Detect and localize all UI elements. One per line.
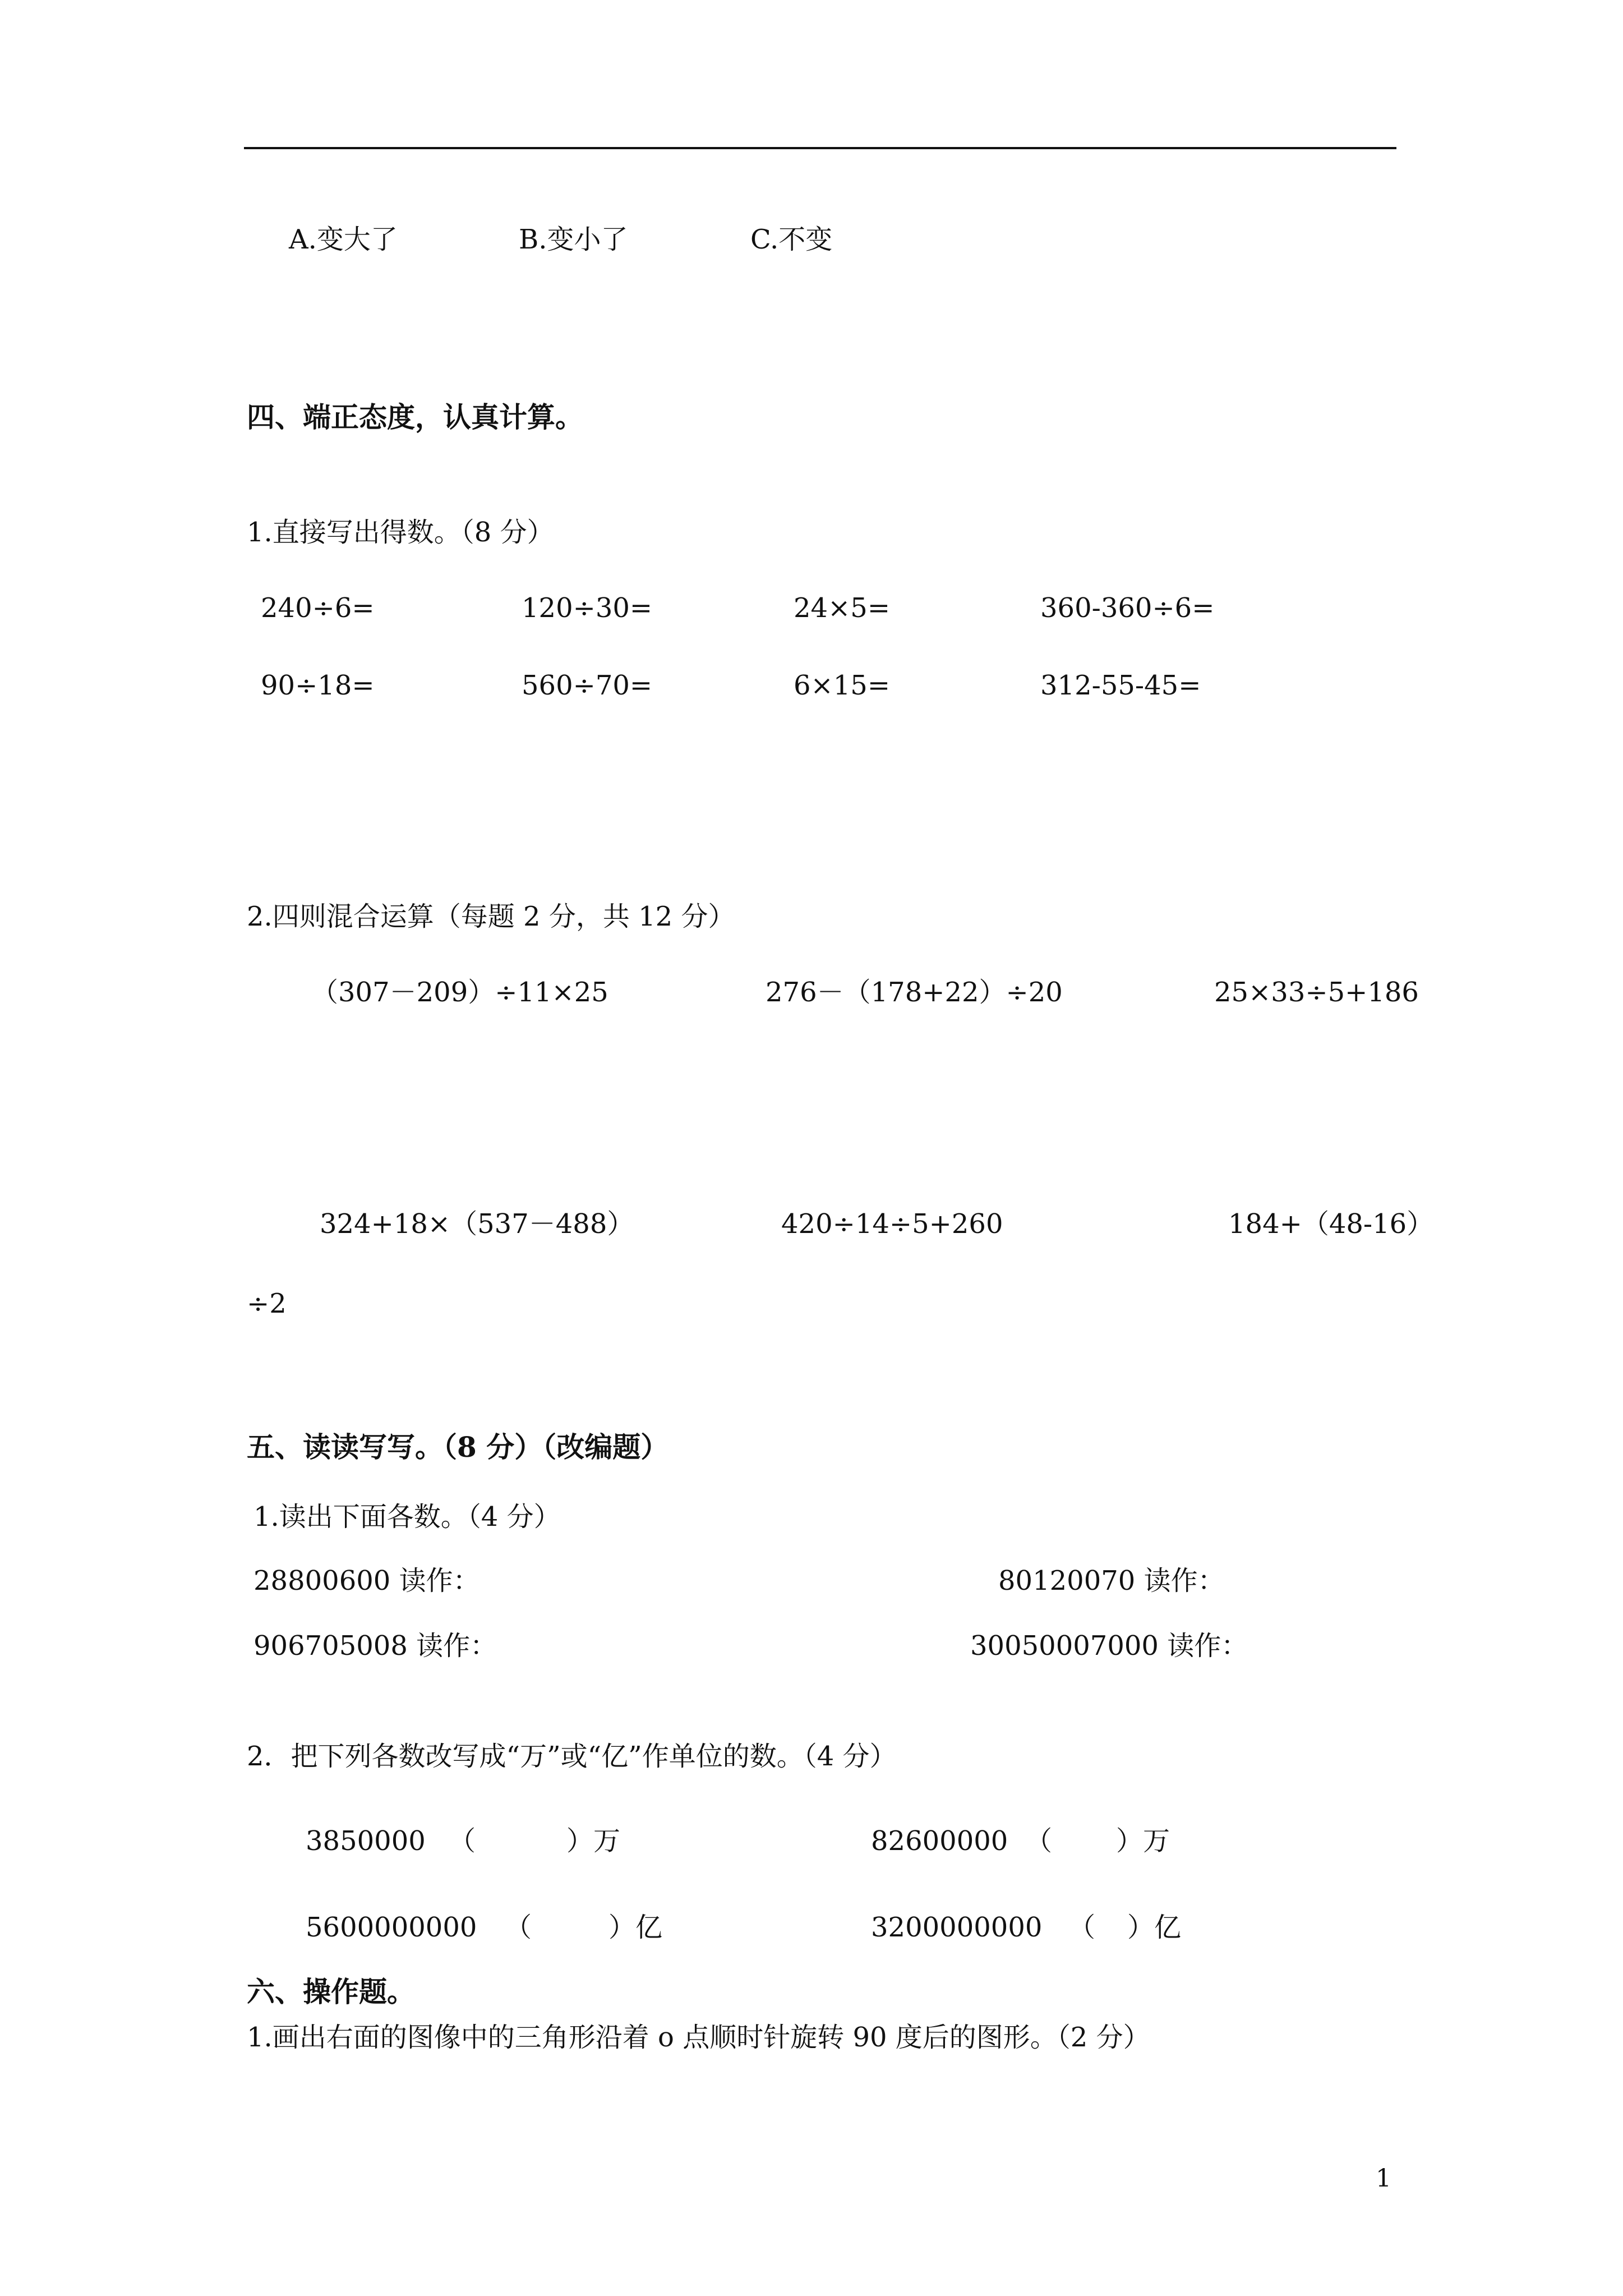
section6-q1: 1.画出右面的图像中的三角形沿着 o 点顺时针旋转 90 度后的图形。（2 分） <box>247 2022 1150 2053</box>
calc-r1-c4: 360-360÷6= <box>1040 592 1215 624</box>
choice-b: B.变小了 <box>519 224 628 255</box>
rewrite-3-open: （ <box>505 1912 532 1943</box>
mixed-r2-c3: 184+（48-16） <box>1228 1208 1434 1240</box>
rewrite-4-number: 3200000000 <box>871 1912 1043 1943</box>
read-item-4: 30050007000 读作： <box>970 1630 1248 1662</box>
mixed-r1-c3: 25×33÷5+186 <box>1214 977 1419 1008</box>
section6-title: 六、操作题。 <box>247 1975 415 2008</box>
calc-r2-c3: 6×15= <box>794 670 891 701</box>
calc-r1-c2: 120÷30= <box>522 592 653 624</box>
rewrite-3-close: ）亿 <box>608 1912 663 1943</box>
section4-q2-title: 2.四则混合运算（每题 2 分，共 12 分） <box>247 901 735 932</box>
rewrite-2-number: 82600000 <box>871 1825 1008 1857</box>
rewrite-2-open: （ <box>1025 1825 1053 1857</box>
page-number: 1 <box>1376 2164 1391 2193</box>
calc-r1-c1: 240÷6= <box>261 592 375 624</box>
mixed-r1-c1: （307－209）÷11×25 <box>311 977 608 1008</box>
mixed-r2-c2: 420÷14÷5+260 <box>781 1208 1003 1240</box>
calc-r2-c4: 312-55-45= <box>1040 670 1201 701</box>
read-item-3: 906705008 读作： <box>253 1630 497 1662</box>
header-rule <box>244 147 1396 149</box>
section4-title: 四、端正态度，认真计算。 <box>247 401 583 434</box>
read-item-1: 28800600 读作： <box>253 1565 480 1596</box>
rewrite-1-number: 3850000 <box>306 1825 426 1857</box>
mixed-r1-c2: 276－（178+22）÷20 <box>766 977 1063 1008</box>
section5-q2-title: 2．把下列各数改写成“万”或“亿”作单位的数。（4 分） <box>247 1741 897 1772</box>
mixed-r2-wrap: ÷2 <box>247 1288 287 1319</box>
read-item-2: 80120070 读作： <box>998 1565 1225 1596</box>
choice-a: A.变大了 <box>289 224 398 255</box>
choice-c: C.不变 <box>750 224 833 255</box>
calc-r2-c1: 90÷18= <box>261 670 375 701</box>
section5-q1-title: 1.读出下面各数。（4 分） <box>253 1501 561 1533</box>
rewrite-2-close: ）万 <box>1116 1825 1170 1857</box>
calc-r2-c2: 560÷70= <box>522 670 653 701</box>
rewrite-4-close: ）亿 <box>1127 1912 1182 1943</box>
rewrite-4-open: （ <box>1068 1912 1096 1943</box>
rewrite-3-number: 5600000000 <box>306 1912 477 1943</box>
calc-r1-c3: 24×5= <box>794 592 891 624</box>
rewrite-1-open: （ <box>449 1825 476 1857</box>
section4-q1-title: 1.直接写出得数。（8 分） <box>247 517 554 548</box>
rewrite-1-close: ）万 <box>566 1825 621 1857</box>
mixed-r2-c1: 324+18×（537－488） <box>320 1208 634 1240</box>
section5-title: 五、读读写写。（8 分）（改编题） <box>247 1430 669 1464</box>
